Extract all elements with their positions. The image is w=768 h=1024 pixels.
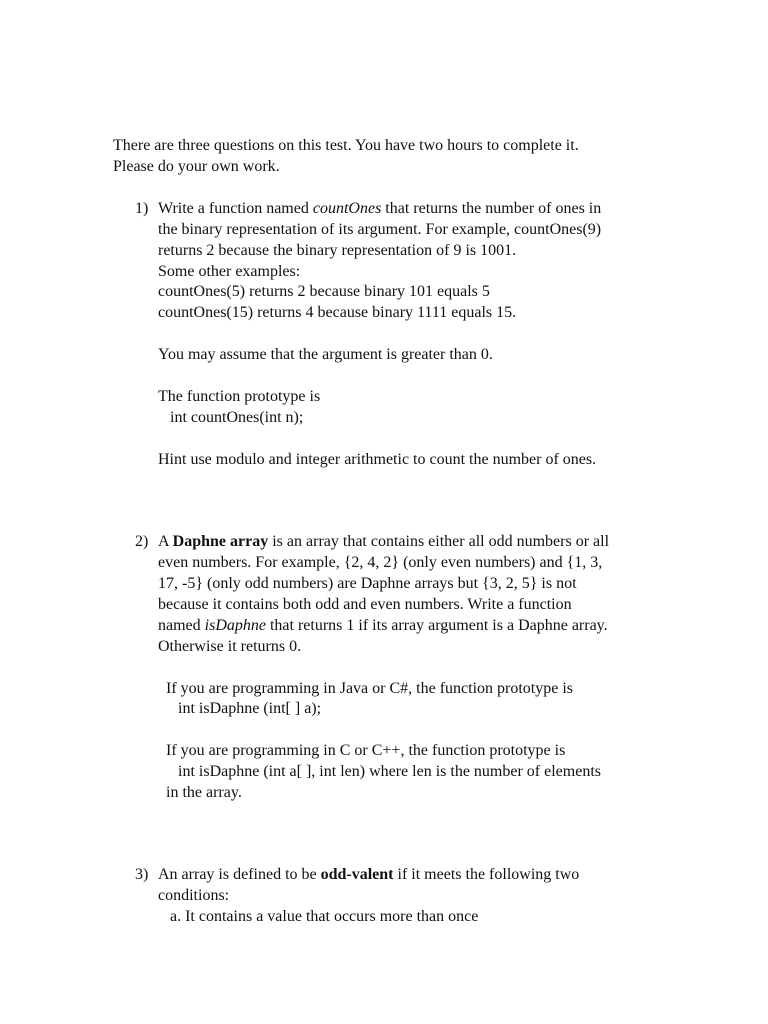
question-1-line-1: Write a function named countOnes that returns the number of ones in [158, 200, 602, 217]
question-1-line-5: countOnes(5) returns 2 because binary 101 equals 5 [158, 283, 490, 300]
question-1-prototype-code: int countOnes(int n); [170, 409, 304, 426]
question-2-line-2: even numbers. For example, {2, 4, 2} (only even numbers) and {1, 3, [158, 554, 603, 571]
question-2-line-3: 17, -5} (only odd numbers) are Daphne arrays but {3, 2, 5} is not [158, 575, 577, 592]
question-3-condition-a: a. It contains a value that occurs more than once [170, 908, 479, 925]
question-2-number: 2) [135, 533, 149, 550]
question-1-hint: Hint use modulo and integer arithmetic to count the number of ones. [158, 451, 597, 468]
question-2-line-5: named isDaphne that returns 1 if its array argument is a Daphne array. [158, 617, 608, 634]
question-1-line-4: Some other examples: [158, 263, 301, 280]
question-2-java-code: int isDaphne (int[ ] a); [178, 700, 322, 717]
question-2-c-tail: in the array. [166, 784, 242, 801]
question-3-line-2: conditions: [158, 887, 230, 904]
term-odd-valent: odd-valent [320, 866, 394, 883]
question-1-assumption: You may assume that the argument is greater than 0. [158, 346, 493, 363]
question-1-prototype-label: The function prototype is [158, 388, 321, 405]
question-2-c-label: If you are programming in C or C++, the function prototype is [166, 742, 566, 759]
question-1-line-2: the binary representation of its argument. For example, countOnes(9) [158, 221, 602, 238]
question-3-number: 3) [135, 866, 149, 883]
question-1-line-3: returns 2 because the binary representation of 9 is 1001. [158, 242, 517, 259]
question-2-java-label: If you are programming in Java or C#, the function prototype is [166, 680, 574, 697]
question-2-line-1: A Daphne array is an array that contains either all odd numbers or all [158, 533, 610, 550]
question-2-line-4: because it contains both odd and even numbers. Write a function [158, 596, 572, 613]
question-2-c-code: int isDaphne (int a[ ], int len) where len is the number of elements [178, 763, 601, 780]
question-1-number: 1) [135, 200, 149, 217]
question-2-line-6: Otherwise it returns 0. [158, 638, 302, 655]
intro-line-2: Please do your own work. [113, 158, 280, 175]
function-name-countones: countOnes [312, 200, 382, 217]
function-name-isdaphne: isDaphne [204, 617, 266, 634]
question-1-line-6: countOnes(15) returns 4 because binary 1111 equals 15. [158, 304, 517, 321]
question-3-line-1: An array is defined to be odd-valent if it meets the following two [158, 866, 580, 883]
intro-line-1: There are three questions on this test. You have two hours to complete it. [113, 137, 579, 154]
term-daphne-array: Daphne array [172, 533, 269, 550]
